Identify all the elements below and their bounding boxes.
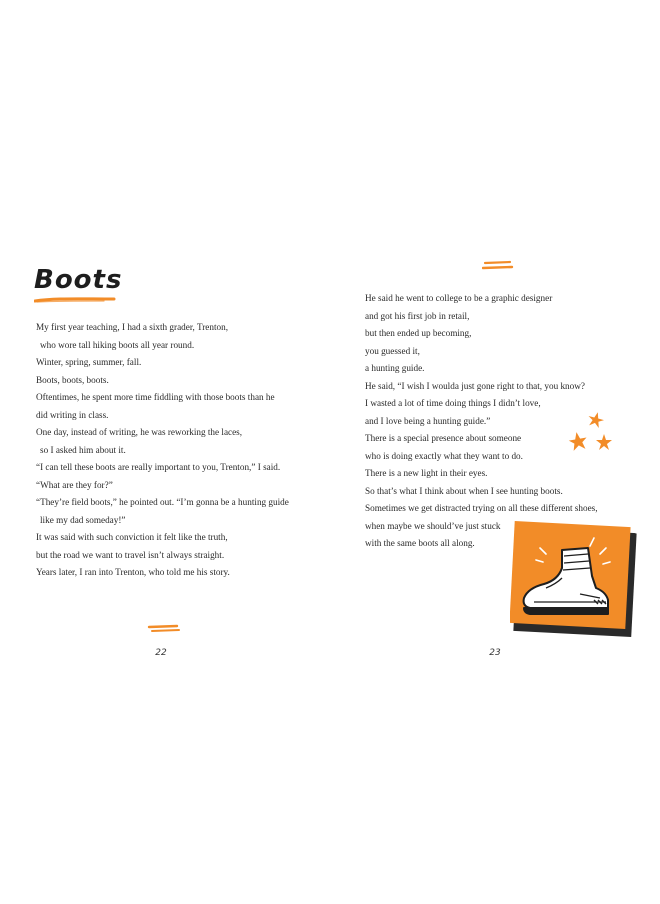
text-line: and I love being a hunting guide.” [365, 415, 491, 426]
brush-stroke-icon [147, 624, 181, 634]
text-line: Sometimes we get distracted trying on all these different shoes, [365, 503, 598, 513]
text-line: There is a new light in their eyes. [365, 468, 488, 478]
text-line: So that’s what I think about when I see hunting boots. [365, 485, 563, 496]
text-line: He said he went to college to be a graphic designer [365, 293, 553, 303]
text-line: and got his first job in retail, [365, 310, 470, 321]
text-line: Winter, spring, summer, fall. [36, 357, 142, 367]
text-line: who is doing exactly what they want to do. [365, 450, 523, 461]
text-line: Oftentimes, he spent more time fiddling with those boots than he [36, 392, 275, 402]
text-line: Years later, I ran into Trenton, who told me his story. [36, 567, 230, 577]
page-number: 23 [489, 648, 501, 658]
title-underline-icon [34, 296, 116, 304]
left-page-text [36, 319, 289, 582]
text-line: so I asked him about it. [40, 444, 126, 455]
text-line: when maybe we should’ve just stuck [365, 520, 501, 531]
text-line: a hunting guide. [365, 363, 425, 373]
right-page-text [365, 290, 598, 553]
text-line: who wore tall hiking boots all year round. [40, 339, 195, 350]
hiking-boot-icon [510, 518, 642, 640]
text-line: “They’re field boots,” he pointed out. “I’m gonna be a hunting guide [36, 497, 289, 507]
text-line: did writing in class. [36, 409, 109, 420]
text-line: There is a special presence about someone [365, 433, 522, 443]
text-line: Boots, boots, boots. [36, 374, 109, 385]
text-line: One day, instead of writing, he was reworking the laces, [36, 427, 243, 437]
text-line: with the same boots all along. [365, 538, 475, 548]
text-line: “I can tell these boots are really important to you, Trenton,” I said. [36, 462, 281, 472]
text-line: He said, “I wish I woulda just gone right to that, you know? [365, 380, 585, 391]
stars-icon [568, 410, 614, 454]
text-line: like my dad someday!” [40, 514, 126, 525]
text-line: you guessed it, [365, 345, 420, 356]
chapter-title: Boots [34, 265, 123, 295]
text-line: “What are they for?” [36, 479, 113, 490]
text-line: My first year teaching, I had a sixth grader, Trenton, [36, 322, 229, 332]
right-page [330, 0, 660, 904]
text-line: It was said with such conviction it felt like the truth, [36, 532, 228, 542]
text-line: but then ended up becoming, [365, 328, 472, 338]
page-number: 22 [155, 648, 167, 658]
text-line: I wasted a lot of time doing things I didn’t love, [365, 398, 541, 408]
brush-stroke-icon [482, 260, 514, 272]
text-line: but the road we want to travel isn’t always straight. [36, 549, 225, 560]
